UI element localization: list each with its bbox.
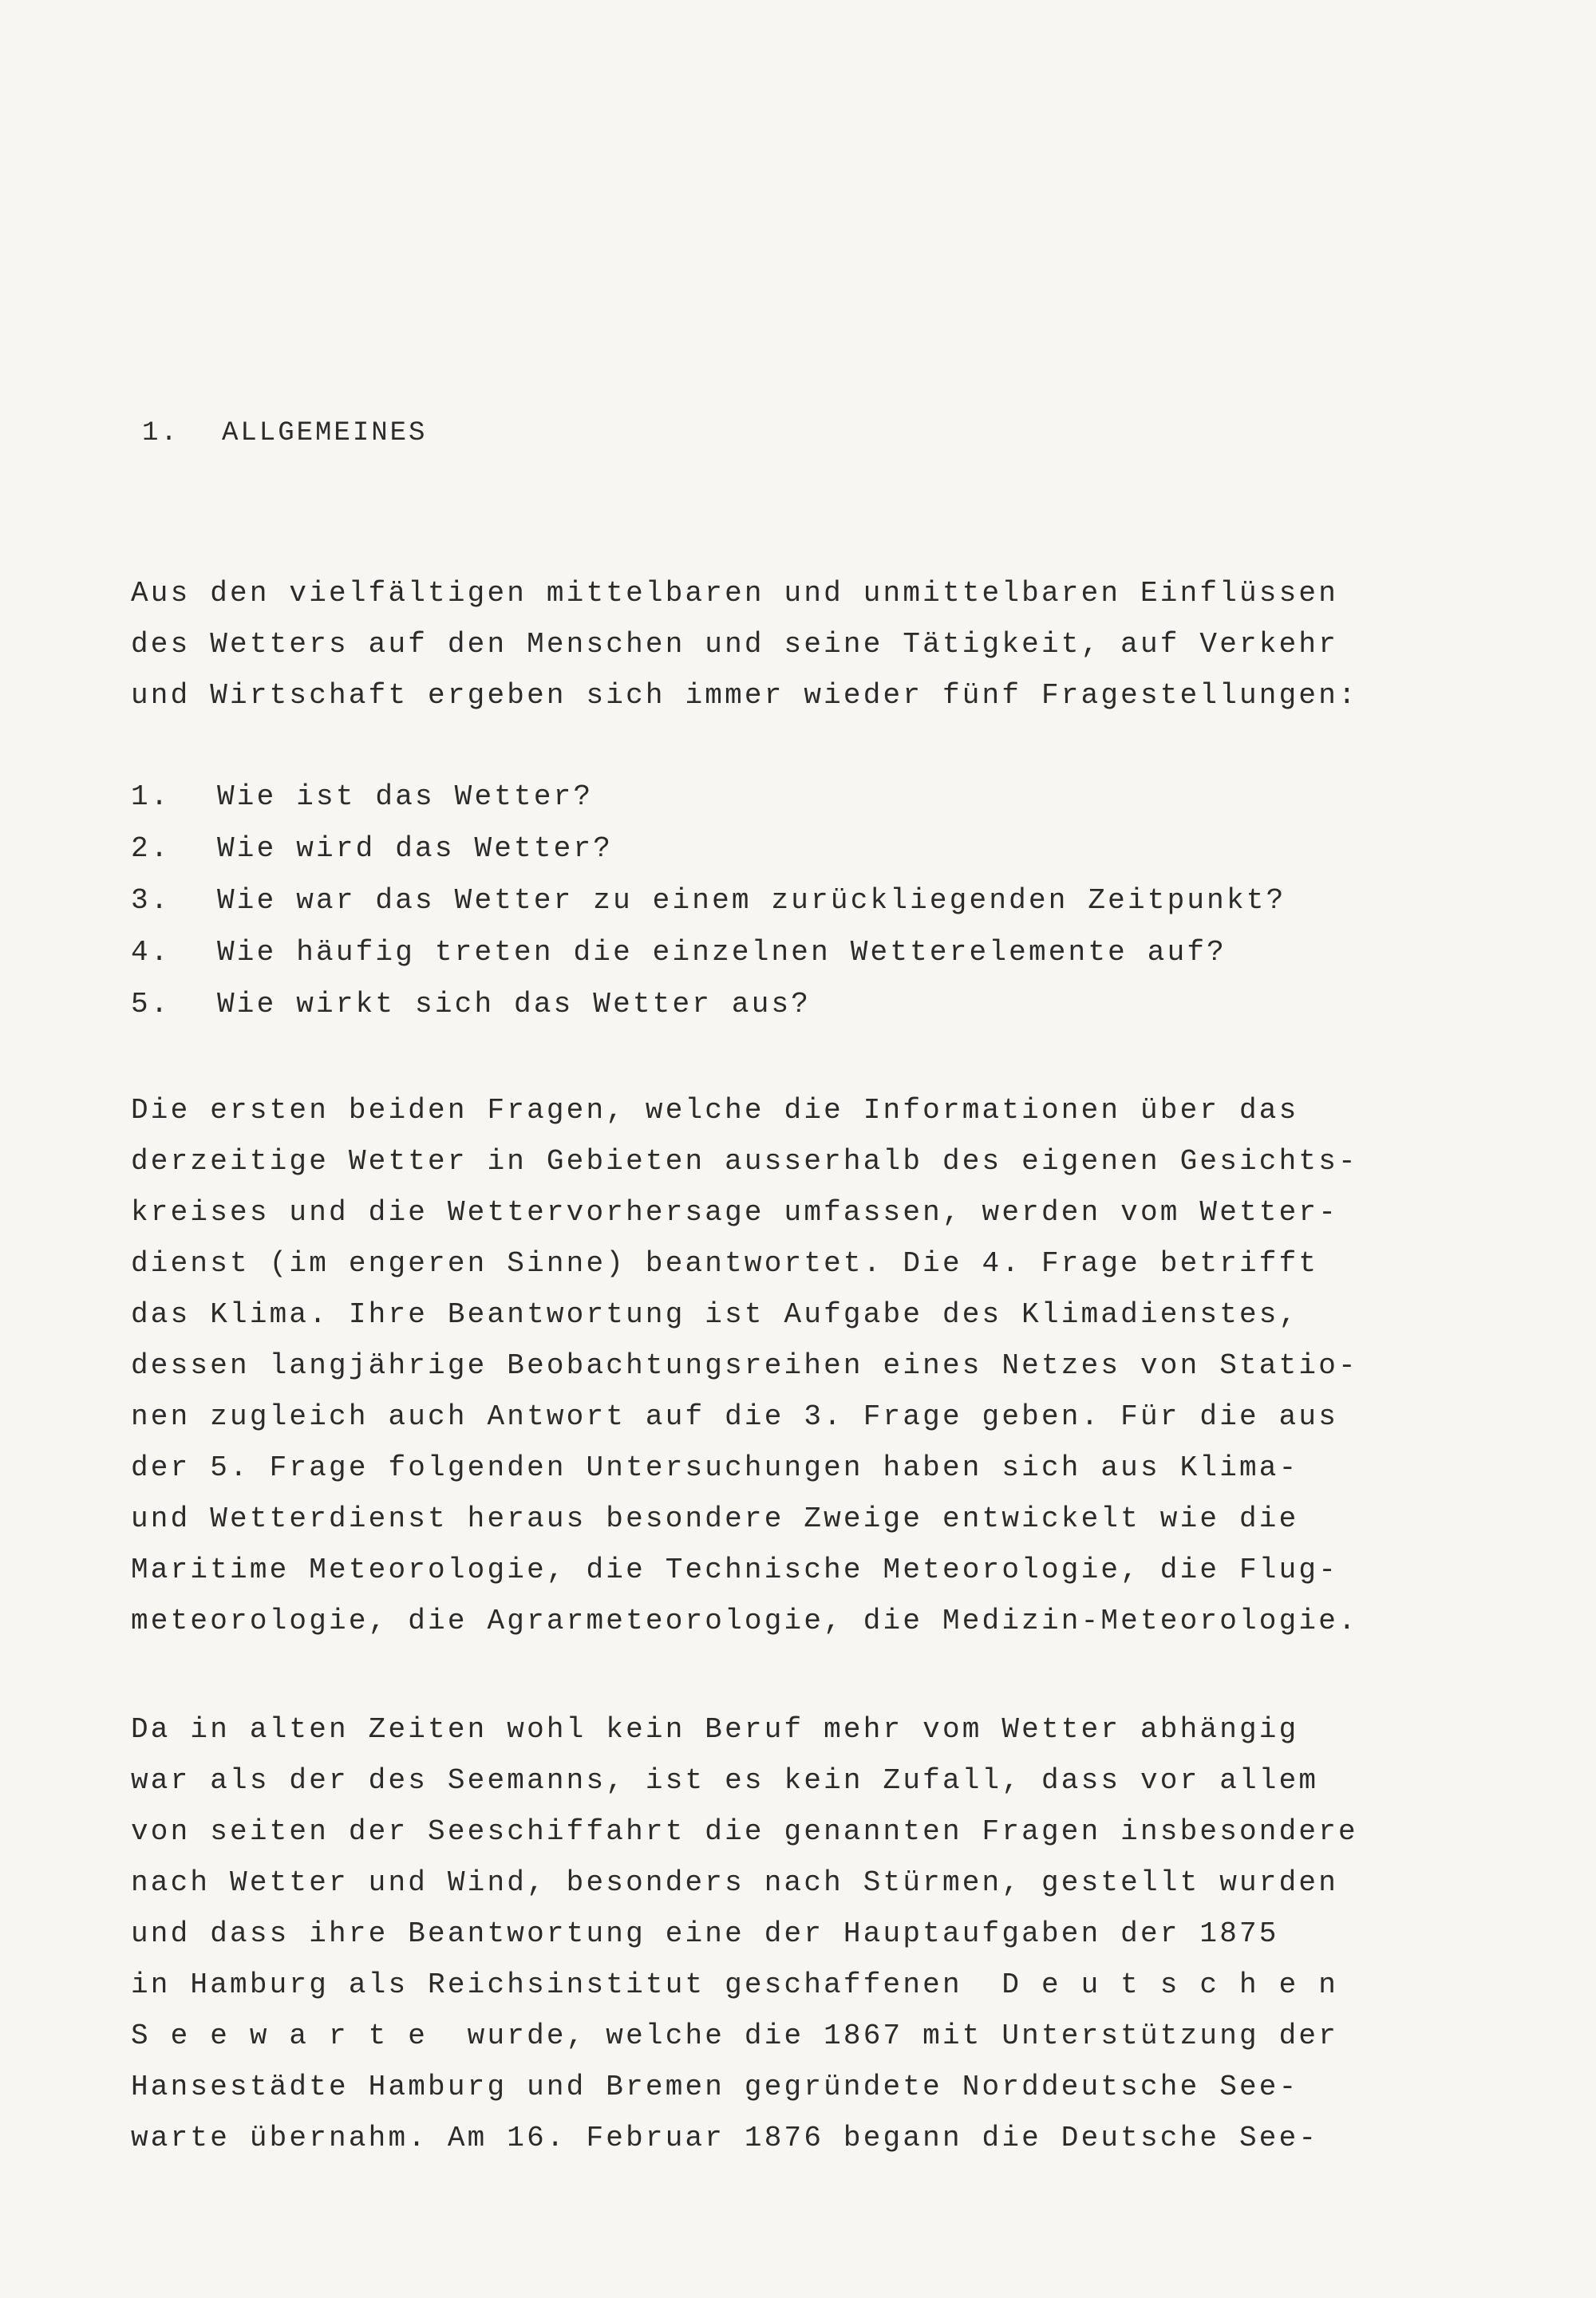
list-number: 1. (131, 780, 171, 813)
text-line: derzeitige Wetter in Gebieten ausserhalb des eigenen Gesichts- (131, 1145, 1358, 1178)
text-line: Hansestädte Hamburg und Bremen gegründete Norddeutsche See- (131, 2071, 1299, 2103)
intro-paragraph (131, 568, 1358, 721)
text-line: dessen langjährige Beobachtungsreihen eines Netzes von Statio- (131, 1349, 1358, 1382)
list-text: Wie wirkt sich das Wetter aus? (217, 988, 812, 1021)
section-title: ALLGEMEINES (222, 418, 428, 448)
text-line: und Wetterdienst heraus besondere Zweige entwickelt wie die (131, 1502, 1299, 1535)
text-line: Da in alten Zeiten wohl kein Beruf mehr vom Wetter abhängig (131, 1713, 1299, 1746)
text-line: und dass ihre Beantwortung eine der Hauptaufgaben der 1875 (131, 1917, 1279, 1950)
text-line: Die ersten beiden Fragen, welche die Informationen über das (131, 1094, 1299, 1127)
list-number: 2. (131, 832, 171, 865)
text-line: von seiten der Seeschiffahrt die genannten Fragen insbesondere (131, 1815, 1358, 1848)
section-heading (142, 418, 427, 448)
list-number: 3. (131, 884, 171, 917)
text-line: das Klima. Ihre Beantwortung ist Aufgabe des Klimadienstes, (131, 1298, 1299, 1331)
list-number: 5. (131, 988, 171, 1021)
text-line: war als der des Seemanns, ist es kein Zufall, dass vor allem (131, 1764, 1319, 1797)
text-line: warte übernahm. Am 16. Februar 1876 begann die Deutsche See- (131, 2122, 1319, 2154)
question-list (131, 771, 1286, 1030)
list-number: 4. (131, 936, 171, 969)
list-text: Wie ist das Wetter? (217, 780, 594, 813)
text-line: meteorologie, die Agrarmeteorologie, die Medizin-Meteorologie. (131, 1605, 1358, 1637)
list-item (131, 978, 1286, 1030)
text-line: der 5. Frage folgenden Untersuchungen haben sich aus Klima- (131, 1451, 1299, 1484)
text-line: dienst (im engeren Sinne) beantwortet. Die 4. Frage betrifft (131, 1247, 1319, 1280)
body-paragraph (131, 1704, 1358, 2164)
body-paragraph (131, 1085, 1358, 1647)
text-line: nen zugleich auch Antwort auf die 3. Frage geben. Für die aus (131, 1400, 1339, 1433)
list-text: Wie wird das Wetter? (217, 832, 614, 865)
text-line: kreises und die Wettervorhersage umfassen, werden vom Wetter- (131, 1196, 1339, 1229)
text-line: in Hamburg als Reichsinstitut geschaffenen D e u t s c h e n (131, 1968, 1339, 2001)
list-item (131, 823, 1286, 875)
list-item (131, 771, 1286, 823)
section-number: 1. (142, 418, 180, 448)
list-item (131, 875, 1286, 926)
text-line: S e e w a r t e wurde, welche die 1867 mit Unterstützung der (131, 2020, 1339, 2052)
text-line: und Wirtschaft ergeben sich immer wieder fünf Fragestellungen: (131, 679, 1358, 712)
text-line: des Wetters auf den Menschen und seine Tätigkeit, auf Verkehr (131, 628, 1339, 661)
text-line: nach Wetter und Wind, besonders nach Stürmen, gestellt wurden (131, 1866, 1339, 1899)
text-line: Maritime Meteorologie, die Technische Meteorologie, die Flug- (131, 1554, 1339, 1586)
text-line: Aus den vielfältigen mittelbaren und unmittelbaren Einflüssen (131, 577, 1339, 610)
list-text: Wie häufig treten die einzelnen Wetterelemente auf? (217, 936, 1227, 969)
list-text: Wie war das Wetter zu einem zurückliegenden Zeitpunkt? (217, 884, 1286, 917)
list-item (131, 926, 1286, 978)
